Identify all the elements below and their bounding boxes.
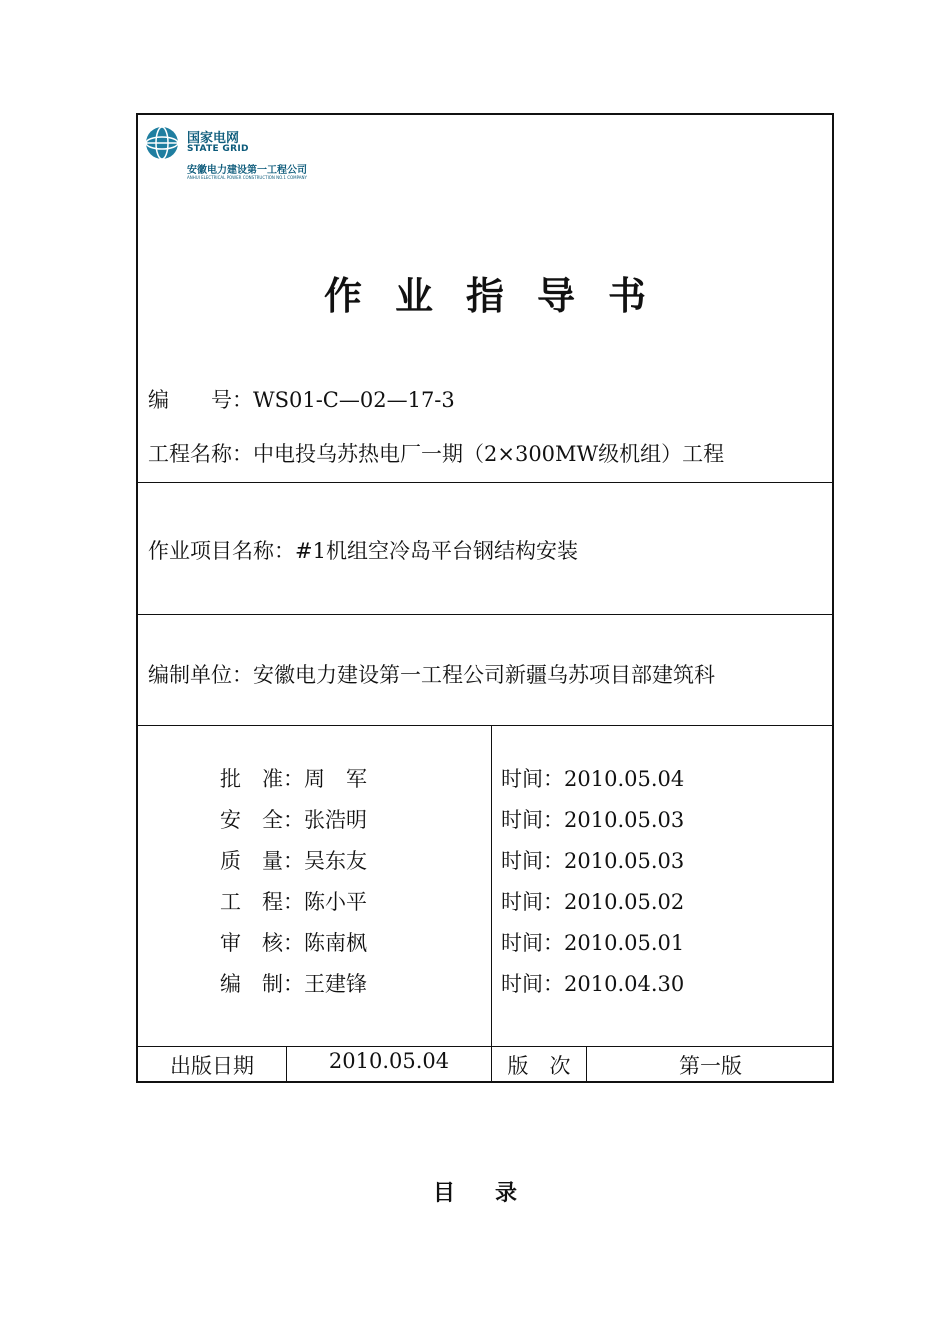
logo-company-text: 安徽电力建设第一工程公司	[187, 165, 307, 176]
document-title: 作业指导书	[323, 274, 679, 318]
sig-quality: 质 量：吴东友	[220, 849, 367, 873]
logo-company-en-text: ANHUI ELECTRICAL POWER CONSTRUCTION NO.1 COMPANY	[187, 175, 307, 180]
globe-icon	[144, 125, 180, 161]
sig-compile: 编 制：王建锋	[220, 972, 367, 996]
logo-en-text: STATE GRID	[187, 144, 249, 154]
cover-table	[136, 113, 834, 1083]
divider	[138, 614, 832, 615]
sig-safety-time: 时间：2010.05.03	[501, 808, 685, 832]
sig-engineering-time: 时间：2010.05.02	[501, 890, 685, 914]
divider	[138, 725, 832, 726]
sig-safety: 安 全：张浩明	[220, 808, 367, 832]
sig-review: 审 核：陈南枫	[220, 931, 367, 955]
sig-approve-time: 时间：2010.05.04	[501, 767, 685, 791]
sig-compile-time: 时间：2010.04.30	[501, 972, 685, 996]
sig-approve: 批 准：周 军	[220, 767, 367, 791]
project-name: 工程名称：中电投乌苏热电厂一期（2×300MW级机组）工程	[148, 442, 725, 466]
divider	[138, 482, 832, 483]
state-grid-logo	[144, 123, 354, 181]
edition-label: 版 次	[507, 1054, 571, 1078]
column-divider	[491, 725, 492, 1083]
sig-review-time: 时间：2010.05.01	[501, 931, 685, 955]
logo-cn-text: 国家电网	[187, 131, 240, 146]
pub-date-value: 2010.05.04	[328, 1049, 450, 1073]
work-item-name: 作业项目名称：#1机组空冷岛平台钢结构安装	[148, 539, 578, 563]
toc-title: 目录	[432, 1181, 557, 1206]
sig-engineering: 工 程：陈小平	[220, 890, 367, 914]
sig-quality-time: 时间：2010.05.03	[501, 849, 685, 873]
edition-value: 第一版	[679, 1054, 742, 1078]
compiling-unit: 编制单位：安徽电力建设第一工程公司新疆乌苏项目部建筑科	[148, 663, 715, 687]
doc-number: 编 号：WS01-C—02—17-3	[148, 388, 455, 412]
pub-date-label: 出版日期	[170, 1054, 254, 1078]
